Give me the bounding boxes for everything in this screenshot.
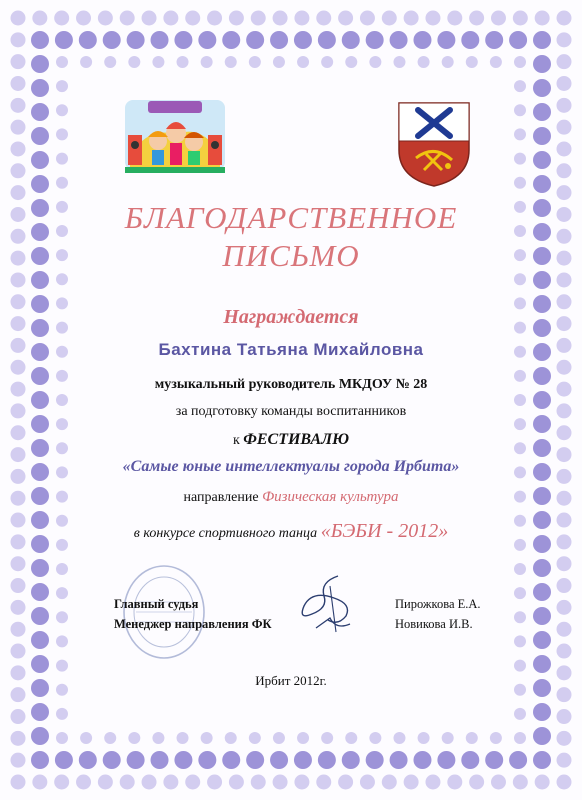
border-dot bbox=[163, 11, 178, 26]
border-dot bbox=[207, 11, 222, 26]
border-dot bbox=[514, 708, 526, 720]
border-dot bbox=[557, 54, 572, 69]
border-dot bbox=[533, 55, 551, 73]
border-dot bbox=[151, 31, 169, 49]
border-dot bbox=[461, 31, 479, 49]
border-dot bbox=[222, 751, 240, 769]
border-dot bbox=[56, 660, 68, 672]
role-manager: Менеджер направления ФК bbox=[114, 617, 272, 631]
border-dot bbox=[80, 732, 92, 744]
border-dot bbox=[185, 775, 200, 790]
border-dot bbox=[369, 732, 381, 744]
border-dot bbox=[533, 31, 551, 49]
border-dot bbox=[11, 120, 26, 135]
border-dot bbox=[207, 775, 222, 790]
border-dot bbox=[533, 175, 551, 193]
border-dot bbox=[54, 775, 69, 790]
border-dot bbox=[345, 56, 357, 68]
border-dot bbox=[413, 31, 431, 49]
border-dot bbox=[514, 104, 526, 116]
border-dot bbox=[56, 273, 68, 285]
recipient-name: Бахтина Татьяна Михайловна bbox=[158, 340, 424, 359]
border-dot bbox=[127, 31, 145, 49]
border-dot bbox=[11, 76, 26, 91]
border-dot bbox=[11, 185, 26, 200]
border-dot bbox=[533, 727, 551, 745]
border-dot bbox=[557, 578, 572, 593]
border-dot bbox=[174, 751, 192, 769]
border-dot bbox=[514, 273, 526, 285]
border-dot bbox=[393, 732, 405, 744]
contest-name: «БЭБИ - 2012» bbox=[320, 520, 449, 542]
border-dot bbox=[79, 751, 97, 769]
border-dot bbox=[557, 185, 572, 200]
border-dot bbox=[345, 732, 357, 744]
border-dot bbox=[557, 753, 572, 768]
border-dot bbox=[11, 32, 26, 47]
border-dot bbox=[142, 11, 157, 26]
border-dot bbox=[177, 56, 189, 68]
border-dot bbox=[557, 687, 572, 702]
border-dot bbox=[11, 272, 26, 287]
border-dot bbox=[557, 120, 572, 135]
border-dot bbox=[485, 751, 503, 769]
border-dot bbox=[56, 177, 68, 189]
border-dot bbox=[442, 56, 454, 68]
border-dot bbox=[557, 775, 572, 790]
border-dot bbox=[273, 775, 288, 790]
border-dot bbox=[31, 727, 49, 745]
border-dot bbox=[76, 11, 91, 26]
border-dot bbox=[514, 80, 526, 92]
border-dot bbox=[418, 732, 430, 744]
border-dot bbox=[225, 56, 237, 68]
border-dot bbox=[514, 56, 526, 68]
border-dot bbox=[270, 31, 288, 49]
border-dot bbox=[55, 751, 73, 769]
border-dot bbox=[11, 709, 26, 724]
border-dot bbox=[533, 583, 551, 601]
border-dot bbox=[557, 731, 572, 746]
border-dot bbox=[557, 622, 572, 637]
border-dot bbox=[382, 11, 397, 26]
border-dot bbox=[533, 127, 551, 145]
border-dot bbox=[56, 104, 68, 116]
festival-logo-children bbox=[120, 95, 230, 180]
border-dot bbox=[11, 775, 26, 790]
border-dot bbox=[104, 732, 116, 744]
border-dot bbox=[31, 103, 49, 121]
border-dot bbox=[514, 563, 526, 575]
border-dot bbox=[316, 11, 331, 26]
border-dot bbox=[338, 11, 353, 26]
border-dot bbox=[366, 751, 384, 769]
border-dot bbox=[11, 731, 26, 746]
border-dot bbox=[533, 751, 551, 769]
border-dot bbox=[198, 31, 216, 49]
border-dot bbox=[142, 775, 157, 790]
border-dot bbox=[321, 56, 333, 68]
border-dot bbox=[120, 775, 135, 790]
border-dot bbox=[32, 11, 47, 26]
border-dot bbox=[229, 775, 244, 790]
border-dot bbox=[11, 360, 26, 375]
border-dot bbox=[246, 751, 264, 769]
border-dot bbox=[152, 56, 164, 68]
border-dot bbox=[128, 56, 140, 68]
border-dot bbox=[557, 32, 572, 47]
person-novikova: Новикова И.В. bbox=[395, 617, 473, 631]
border-dot bbox=[104, 56, 116, 68]
border-dot bbox=[103, 751, 121, 769]
border-dot bbox=[557, 360, 572, 375]
border-dot bbox=[56, 611, 68, 623]
border-dot bbox=[318, 751, 336, 769]
direction-label: направление bbox=[183, 490, 263, 505]
border-dot bbox=[11, 141, 26, 156]
border-dot bbox=[509, 31, 527, 49]
border-dot bbox=[251, 11, 266, 26]
border-dot bbox=[514, 177, 526, 189]
border-dot bbox=[485, 31, 503, 49]
border-dot bbox=[31, 751, 49, 769]
border-dot bbox=[469, 11, 484, 26]
border-dot bbox=[251, 775, 266, 790]
border-dot bbox=[466, 732, 478, 744]
title-line-2: ПИСЬМО bbox=[222, 238, 360, 273]
border-dot bbox=[249, 56, 261, 68]
border-dot bbox=[533, 559, 551, 577]
border-dot bbox=[294, 31, 312, 49]
border-dot bbox=[469, 775, 484, 790]
border-dot bbox=[31, 175, 49, 193]
border-dot bbox=[533, 103, 551, 121]
border-dot bbox=[557, 141, 572, 156]
border-dot bbox=[127, 751, 145, 769]
border-dot bbox=[490, 56, 502, 68]
border-dot bbox=[514, 660, 526, 672]
border-dot bbox=[461, 751, 479, 769]
title-line-1: БЛАГОДАРСТВЕННОЕ bbox=[124, 200, 458, 235]
border-dot bbox=[273, 732, 285, 744]
border-dot bbox=[533, 655, 551, 673]
border-dot bbox=[11, 687, 26, 702]
border-dot bbox=[294, 751, 312, 769]
border-dot bbox=[56, 732, 68, 744]
border-dot bbox=[513, 775, 528, 790]
border-dot bbox=[55, 31, 73, 49]
border-dot bbox=[437, 751, 455, 769]
direction-line bbox=[0, 489, 582, 506]
border-dot bbox=[56, 56, 68, 68]
award-reason: за подготовку команды воспитанников bbox=[175, 404, 407, 419]
border-dot bbox=[490, 732, 502, 744]
border-dot bbox=[447, 775, 462, 790]
border-dot bbox=[404, 11, 419, 26]
person-pirozhkova: Пирожкова Е.А. bbox=[395, 597, 481, 611]
border-dot bbox=[382, 775, 397, 790]
border-dot bbox=[152, 732, 164, 744]
handwritten-signature bbox=[290, 568, 370, 640]
border-dot bbox=[491, 775, 506, 790]
border-dot bbox=[31, 655, 49, 673]
border-dot bbox=[120, 11, 135, 26]
border-dot bbox=[11, 163, 26, 178]
role-chief-judge: Главный судья bbox=[114, 597, 199, 611]
border-dot bbox=[366, 31, 384, 49]
border-dot bbox=[514, 587, 526, 599]
border-dot bbox=[31, 55, 49, 73]
border-dot bbox=[369, 56, 381, 68]
border-dot bbox=[185, 11, 200, 26]
border-dot bbox=[533, 79, 551, 97]
border-dot bbox=[360, 11, 375, 26]
border-dot bbox=[342, 751, 360, 769]
festival-prefix: к bbox=[232, 433, 244, 448]
border-dot bbox=[11, 578, 26, 593]
border-dot bbox=[31, 559, 49, 577]
festival-name: «Самые юные интеллектуалы города Ирбита» bbox=[122, 458, 460, 475]
border-dot bbox=[360, 775, 375, 790]
border-dot bbox=[557, 709, 572, 724]
border-dot bbox=[297, 732, 309, 744]
border-dot bbox=[533, 607, 551, 625]
border-dot bbox=[11, 600, 26, 615]
border-dot bbox=[273, 56, 285, 68]
border-dot bbox=[31, 151, 49, 169]
official-stamp-seal bbox=[120, 562, 208, 662]
border-dot bbox=[557, 163, 572, 178]
border-dot bbox=[514, 153, 526, 165]
border-dot bbox=[79, 31, 97, 49]
border-dot bbox=[177, 732, 189, 744]
border-dot bbox=[273, 11, 288, 26]
border-dot bbox=[11, 11, 26, 26]
border-dot bbox=[31, 703, 49, 721]
border-dot bbox=[533, 631, 551, 649]
border-dot bbox=[425, 775, 440, 790]
border-dot bbox=[56, 128, 68, 140]
border-dot bbox=[31, 79, 49, 97]
festival-word: ФЕСТИВАЛЮ bbox=[243, 431, 350, 448]
border-dot bbox=[447, 11, 462, 26]
border-dot bbox=[557, 556, 572, 571]
border-dot bbox=[201, 732, 213, 744]
border-dot bbox=[249, 732, 261, 744]
border-dot bbox=[294, 775, 309, 790]
border-dot bbox=[514, 611, 526, 623]
border-dot bbox=[56, 635, 68, 647]
border-dot bbox=[56, 153, 68, 165]
border-dot bbox=[31, 31, 49, 49]
border-dot bbox=[11, 556, 26, 571]
border-dot bbox=[404, 775, 419, 790]
border-dot bbox=[98, 775, 113, 790]
festival-line bbox=[0, 431, 582, 449]
border-dot bbox=[338, 775, 353, 790]
border-dot bbox=[535, 775, 550, 790]
border-dot bbox=[533, 703, 551, 721]
border-dot bbox=[390, 31, 408, 49]
border-dot bbox=[294, 11, 309, 26]
border-dot bbox=[31, 631, 49, 649]
border-dot bbox=[246, 31, 264, 49]
border-dot bbox=[442, 732, 454, 744]
border-dot bbox=[56, 80, 68, 92]
border-dot bbox=[491, 11, 506, 26]
border-dot bbox=[393, 56, 405, 68]
border-dot bbox=[98, 11, 113, 26]
border-dot bbox=[557, 11, 572, 26]
border-dot bbox=[222, 31, 240, 49]
border-dot bbox=[32, 775, 47, 790]
border-dot bbox=[418, 56, 430, 68]
border-dot bbox=[342, 31, 360, 49]
border-dot bbox=[297, 56, 309, 68]
border-dot bbox=[151, 751, 169, 769]
border-dot bbox=[533, 151, 551, 169]
border-dot bbox=[514, 128, 526, 140]
border-dot bbox=[413, 751, 431, 769]
city-coat-of-arms bbox=[396, 100, 472, 188]
border-dot bbox=[557, 76, 572, 91]
border-dot bbox=[11, 644, 26, 659]
border-dot bbox=[31, 127, 49, 145]
border-dot bbox=[557, 98, 572, 113]
contest-label: в конкурсе спортивного танца bbox=[133, 526, 321, 541]
border-dot bbox=[128, 732, 140, 744]
border-dot bbox=[76, 775, 91, 790]
recipient-position: музыкальный руководитель МКДОУ № 28 bbox=[154, 377, 428, 392]
border-dot bbox=[198, 751, 216, 769]
border-dot bbox=[514, 635, 526, 647]
border-dot bbox=[229, 11, 244, 26]
border-dot bbox=[103, 31, 121, 49]
border-dot bbox=[201, 56, 213, 68]
border-dot bbox=[56, 708, 68, 720]
border-dot bbox=[437, 31, 455, 49]
border-dot bbox=[557, 600, 572, 615]
border-dot bbox=[321, 732, 333, 744]
contest-line bbox=[0, 520, 582, 543]
border-dot bbox=[466, 56, 478, 68]
border-dot bbox=[535, 11, 550, 26]
direction-value: Физическая культура bbox=[262, 489, 399, 505]
border-dot bbox=[11, 54, 26, 69]
border-dot bbox=[54, 11, 69, 26]
border-dot bbox=[56, 587, 68, 599]
border-dot bbox=[509, 751, 527, 769]
border-dot bbox=[390, 751, 408, 769]
border-dot bbox=[514, 732, 526, 744]
place-and-date: Ирбит 2012г. bbox=[255, 673, 327, 688]
border-dot bbox=[56, 563, 68, 575]
border-dot bbox=[557, 644, 572, 659]
border-dot bbox=[225, 732, 237, 744]
border-dot bbox=[11, 622, 26, 637]
border-dot bbox=[557, 272, 572, 287]
border-dot bbox=[80, 56, 92, 68]
border-dot bbox=[31, 607, 49, 625]
border-dot bbox=[270, 751, 288, 769]
border-dot bbox=[513, 11, 528, 26]
border-dot bbox=[318, 31, 336, 49]
border-dot bbox=[316, 775, 331, 790]
border-dot bbox=[174, 31, 192, 49]
awarded-label: Награждается bbox=[223, 306, 359, 328]
border-dot bbox=[11, 98, 26, 113]
border-dot bbox=[163, 775, 178, 790]
border-dot bbox=[31, 583, 49, 601]
border-dot bbox=[425, 11, 440, 26]
border-dot bbox=[11, 753, 26, 768]
